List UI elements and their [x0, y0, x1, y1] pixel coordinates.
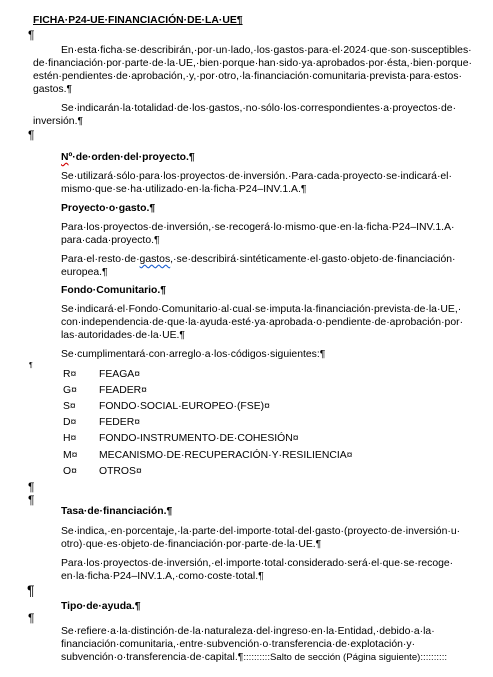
heading-fondo-comunitario: Fondo·Comunitario.¶	[61, 285, 167, 296]
heading-tasa-financiacion: Tasa·de·financiación.¶	[61, 506, 173, 517]
code-cell: R¤	[63, 369, 77, 380]
code-cell: M¤	[63, 450, 78, 461]
fund-name-cell: OTROS¤	[99, 466, 142, 477]
fund-name-cell: FEAGA¤	[99, 369, 140, 380]
document-title: FICHA·P24-UE·FINANCIACIÓN·DE·LA·UE¶	[33, 15, 243, 26]
text-line: en·la·ficha·P24–INV.1.A,·como·coste·total.¶	[61, 571, 264, 582]
text-line	[61, 254, 455, 266]
text-line: Se·refiere·a·la·distinción·de·la·naturaleza·del·ingreso·en·la·Entidad,·debido·a·la·	[61, 626, 435, 637]
section-break-marker: ::::::::::Salto de sección (Página siguiente)::::::::::	[243, 652, 448, 663]
text-line: Se·indica,·en·porcentaje,·la·parte·del·importe·total·del·gasto·(proyecto·de·inversión·u·	[61, 526, 461, 537]
text-line: estén·pendientes·de·aprobación,·y,·por·otro,·la·financiación·comunitaria·prevista·para·estos·	[33, 71, 462, 82]
text-line: gastos.¶	[33, 84, 73, 95]
code-cell: D¤	[63, 417, 77, 428]
text-line: con·independencia·de·que·la·ayuda·esté·ya·aprobada·o·pendiente·de·aprobación·por·	[61, 317, 464, 328]
text-line: En·esta·ficha·se·describirán,·por·un·lado,·los·gastos·para·el·2024·que·son·susceptibles·	[61, 45, 472, 56]
fund-name-cell: FONDO-INSTRUMENTO·DE·COHESIÓN¤	[99, 433, 299, 444]
fund-name-cell: FEDER¤	[99, 417, 140, 428]
fund-name-cell: FONDO·SOCIAL·EUROPEO·(FSE)¤	[99, 401, 270, 412]
paragraph-mark: ¶	[28, 480, 35, 494]
text-line: Se·indicarán·la·totalidad·de·los·gastos,·no·sólo·los·correspondientes·a·proyectos·de·	[61, 103, 457, 114]
paragraph-mark: ¶	[28, 128, 35, 142]
text-run: ,·se·describirá·sintéticamente·el·gasto·objeto·de·financiación·	[170, 254, 456, 265]
paragraph-mark: ¶	[28, 493, 35, 507]
text-line: inversión.¶	[33, 116, 84, 127]
text-line: financiación·comunitaria,·entre·subvención·o·transferencia·de·explotación·y·	[61, 639, 416, 650]
text-line: Para·los·proyectos·de·inversión,·se·recogerá·lo·mismo·que·en·la·ficha·P24–INV.1.A·	[61, 222, 455, 233]
text-line	[61, 652, 447, 664]
text-line: otro)·que·es·objeto·de·financiación·por·parte·de·la·UE.¶	[61, 539, 322, 550]
heading-numero-orden	[61, 152, 195, 164]
text-line: mismo·que·se·ha·utilizado·en·la·ficha·P24–INV.1.A.¶	[61, 184, 307, 195]
text-run: subvención·o·transferencia·de·capital.¶	[61, 652, 244, 663]
text-line: Se·utilizará·sólo·para·los·proyectos·de·inversión.·Para·cada·proyecto·se·indicará·el·	[61, 171, 452, 182]
spelling-flag: N	[61, 152, 69, 163]
paragraph-mark: ¶	[29, 362, 33, 369]
code-cell: S¤	[63, 401, 76, 412]
code-cell: H¤	[63, 433, 77, 444]
text-line: para·cada·proyecto.¶	[61, 235, 160, 246]
text-line: europea.¶	[61, 267, 108, 278]
fund-name-cell: MECANISMO·DE·RECUPERACIÓN·Y·RESILIENCIA¤	[99, 450, 353, 461]
paragraph-mark: ¶	[28, 28, 35, 42]
text-line: Se·cumplimentará·con·arreglo·a·los·códigos·siguientes:¶	[61, 349, 326, 360]
text-line: de·financiación·por·parte·de·la·UE,·bien·porque·han·sido·ya·aprobados·por·ésta,·bien·porque·	[33, 58, 472, 69]
code-cell: G¤	[63, 385, 77, 396]
text-line: Para·los·proyectos·de·inversión,·el·importe·total·considerado·será·el·que·se·recoge·	[61, 558, 454, 569]
heading-proyecto-gasto: Proyecto·o·gasto.¶	[61, 203, 156, 214]
heading-text: º·de·orden·del·proyecto.¶	[68, 152, 195, 163]
text-line: Se·indicará·el·Fondo·Comunitario·al·cual·se·imputa·la·financiación·prevista·de·la·UE,·	[61, 304, 462, 315]
grammar-flag: gastos	[139, 254, 171, 265]
heading-tipo-ayuda: Tipo·de·ayuda.¶	[61, 601, 141, 612]
paragraph-mark: ¶	[27, 582, 35, 598]
text-run: Para·el·resto·de·	[61, 254, 140, 265]
code-cell: O¤	[63, 466, 77, 477]
fund-name-cell: FEADER¤	[99, 385, 147, 396]
paragraph-mark: ¶	[28, 611, 35, 625]
text-line: las·autoridades·de·la·UE.¶	[61, 330, 185, 341]
